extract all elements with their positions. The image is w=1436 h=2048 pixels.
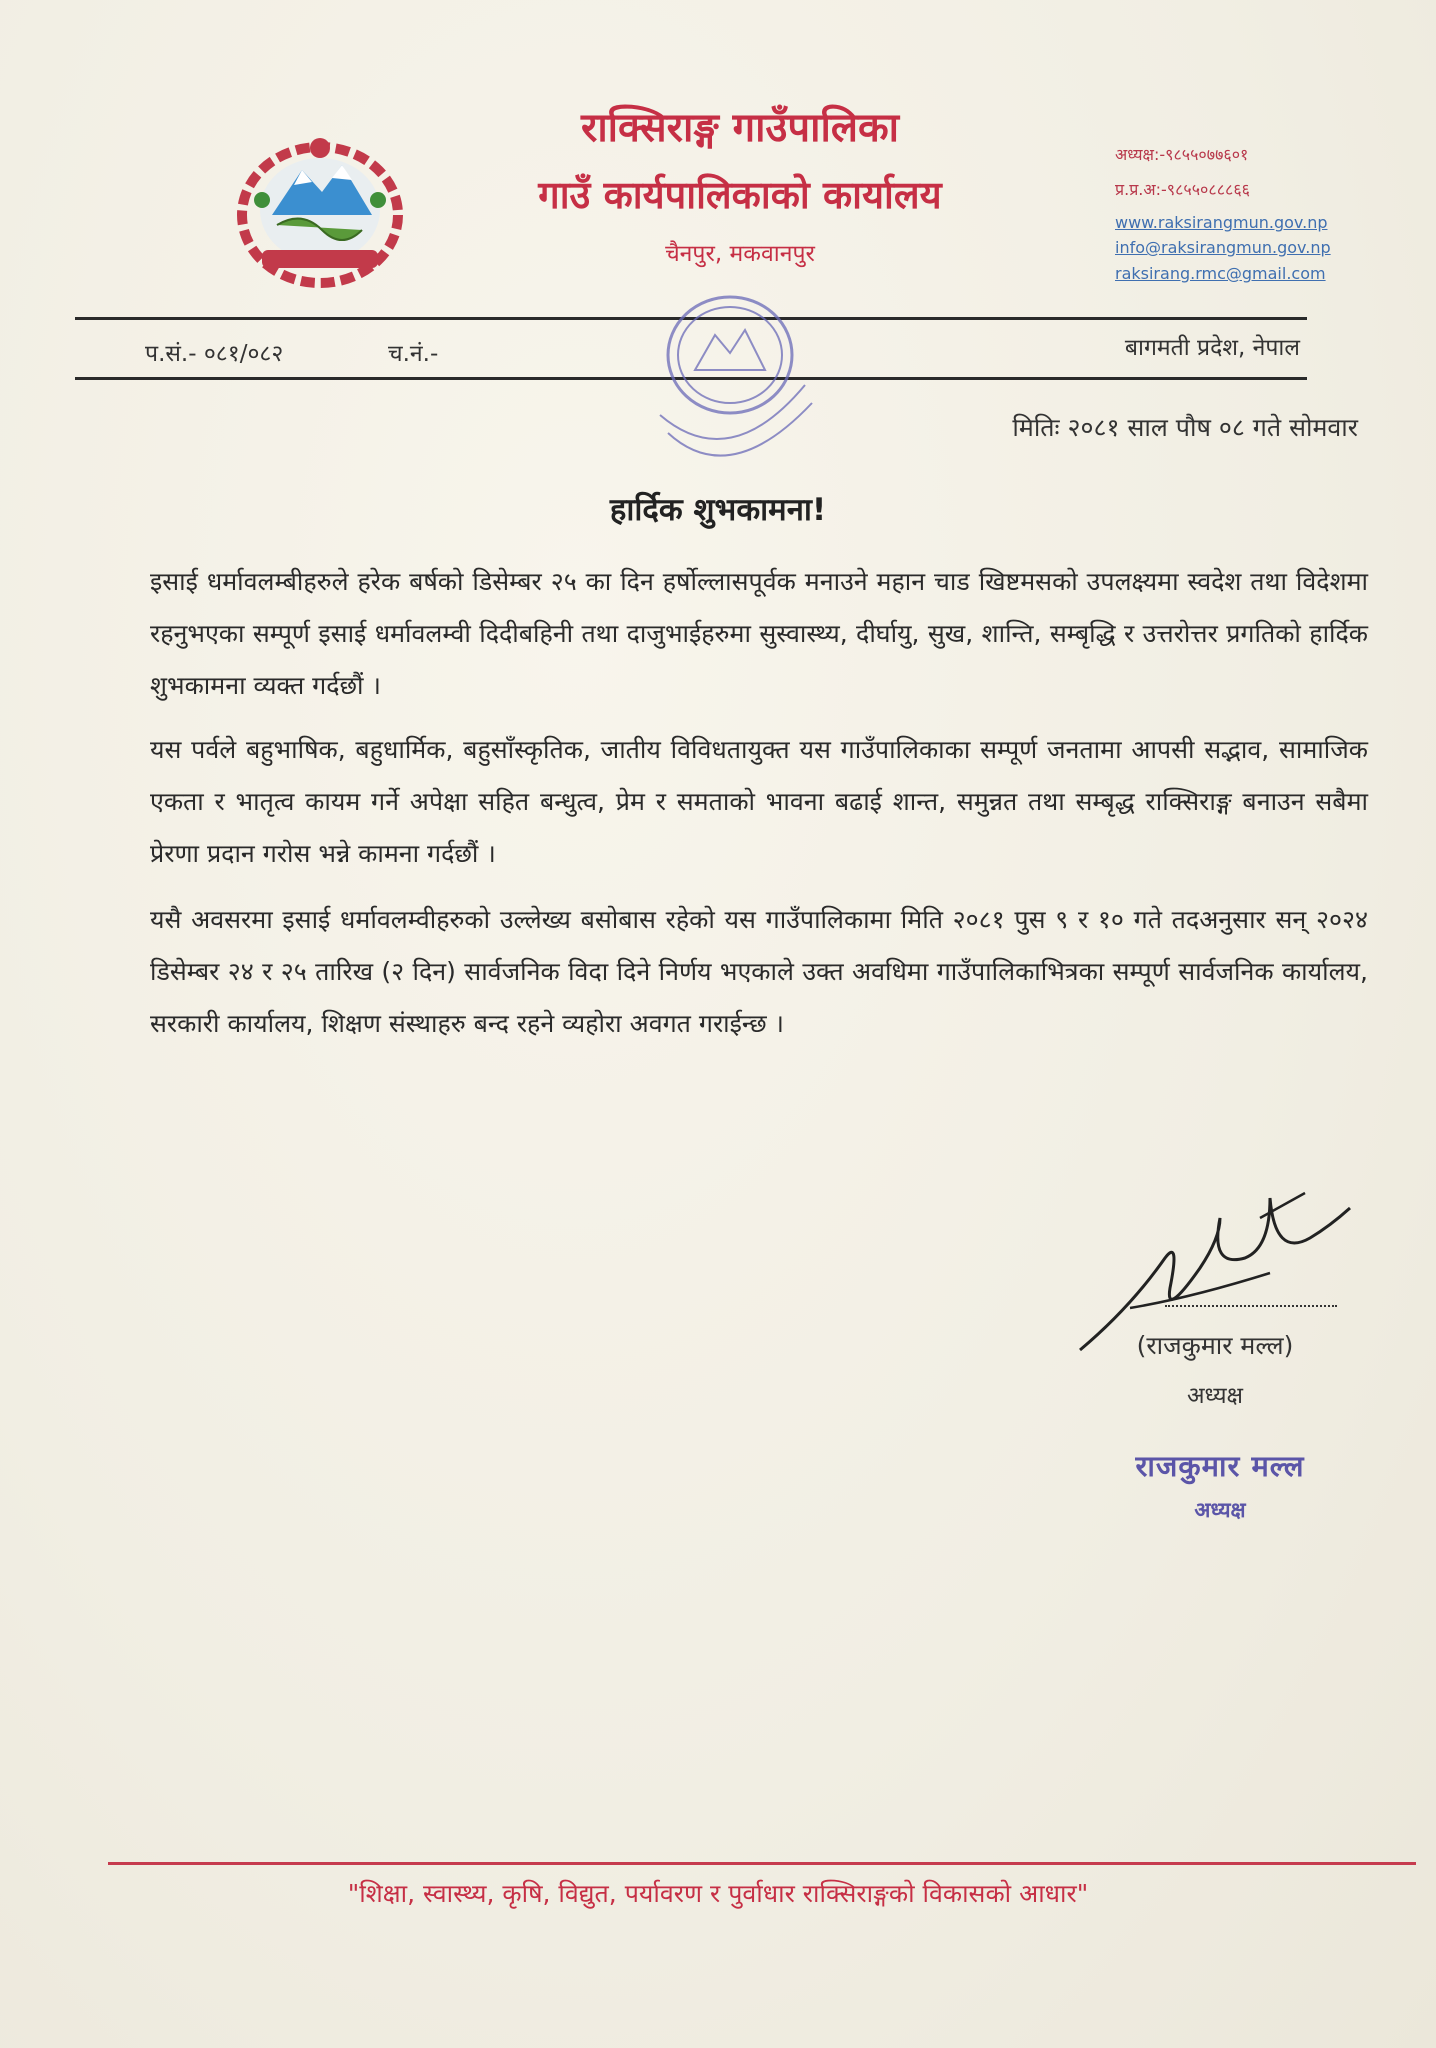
nepal-emblem-logo (232, 130, 407, 290)
footer-rule (108, 1862, 1416, 1865)
office-name: गाउँ कार्यपालिकाको कार्यालय (538, 173, 942, 217)
paragraph-2: यस पर्वले बहुभाषिक, बहुधार्मिक, बहुसाँस्कृतिक, जातीय विविधतायुक्त यस गाउँपालिकाका सम्पूर्ण जनतामा आपसी सद्भाव, सामाजिक एकता र भातृत्व कायम गर्ने अपेक्षा सहित बन्धुत्व, प्रेम र समताको भावना बढाई शान्त, समुन्नत तथा सम्बृद्ध राक्सिराङ्ग बनाउन सबैमा प्रेरणा प्रदान गरोस भन्ने कामना गर्दछौं । (150, 735, 1368, 868)
dispatch-number: च.नं.- (388, 341, 439, 367)
website-link[interactable]: www.raksirangmun.gov.np (1115, 213, 1328, 232)
municipality-name: राक्सिराङ्ग गाउँपालिका (580, 105, 900, 151)
reference-number: प.सं.- ०८१/०८२ (145, 341, 284, 367)
paragraph-1: इसाई धर्मावलम्बीहरुले हरेक बर्षको डिसेम्बर २५ का दिन हर्षोल्लासपूर्वक मनाउने महान चाड खिष्टमसको उपलक्ष्यमा स्वदेश तथा विदेशमा रहनुभएका सम्पूर्ण इसाई धर्मावलम्वी दिदीबहिनी तथा दाजुभाईहरुमा सुस्वास्थ्य, दीर्घायु, सुख, शान्ति, सम्बृद्धि र उत्तरोत्तर प्रगतिको हार्दिक शुभकामना व्यक्त गर्दछौं । (150, 567, 1368, 700)
province-label: बागमती प्रदेश, नेपाल (1124, 335, 1300, 361)
title-stamp: अध्यक्ष (1194, 1498, 1246, 1522)
letter-date: मितिः २०८१ साल पौष ०८ गते सोमवार (1012, 413, 1358, 442)
footer-motto: "शिक्षा, स्वास्थ्य, कृषि, विद्युत, पर्यावरण र पुर्वाधार राक्सिराङ्गको विकासको आधार" (347, 1879, 1089, 1908)
signatory-title: अध्यक्ष (1186, 1383, 1244, 1409)
name-stamp: राजकुमार मल्ल (1135, 1449, 1305, 1483)
signatory-name: (राजकुमार मल्ल) (1136, 1331, 1294, 1360)
office-seal-stamp (640, 275, 820, 485)
signature-line (1165, 1305, 1337, 1307)
office-location: चैनपुर, मकवानपुर (665, 241, 815, 267)
cao-phone: प्र.प्र.अ:-९८५५०८८८६६ (1115, 180, 1250, 199)
chair-phone: अध्यक्ष:-९८५५०७७६०१ (1115, 145, 1249, 164)
letter-heading: हार्दिक शुभकामना! (609, 492, 827, 528)
email-link-info[interactable]: info@raksirangmun.gov.np (1115, 238, 1331, 257)
email-link-gmail[interactable]: raksirang.rmc@gmail.com (1115, 264, 1326, 283)
paragraph-3: यसै अवसरमा इसाई धर्मावलम्वीहरुको उल्लेख्य बसोबास रहेको यस गाउँपालिकामा मिति २०८१ पुस ९ र १० गते तदअनुसार सन् २०२४ डिसेम्बर २४ र २५ तारिख (२ दिन) सार्वजनिक विदा दिने निर्णय भएकाले उक्त अवधिमा गाउँपालिकाभित्रका सम्पूर्ण सार्वजनिक कार्यालय, सरकारी कार्यालय, शिक्षण संस्थाहरु बन्द रहने व्यहोरा अवगत गराईन्छ । (150, 905, 1368, 1038)
